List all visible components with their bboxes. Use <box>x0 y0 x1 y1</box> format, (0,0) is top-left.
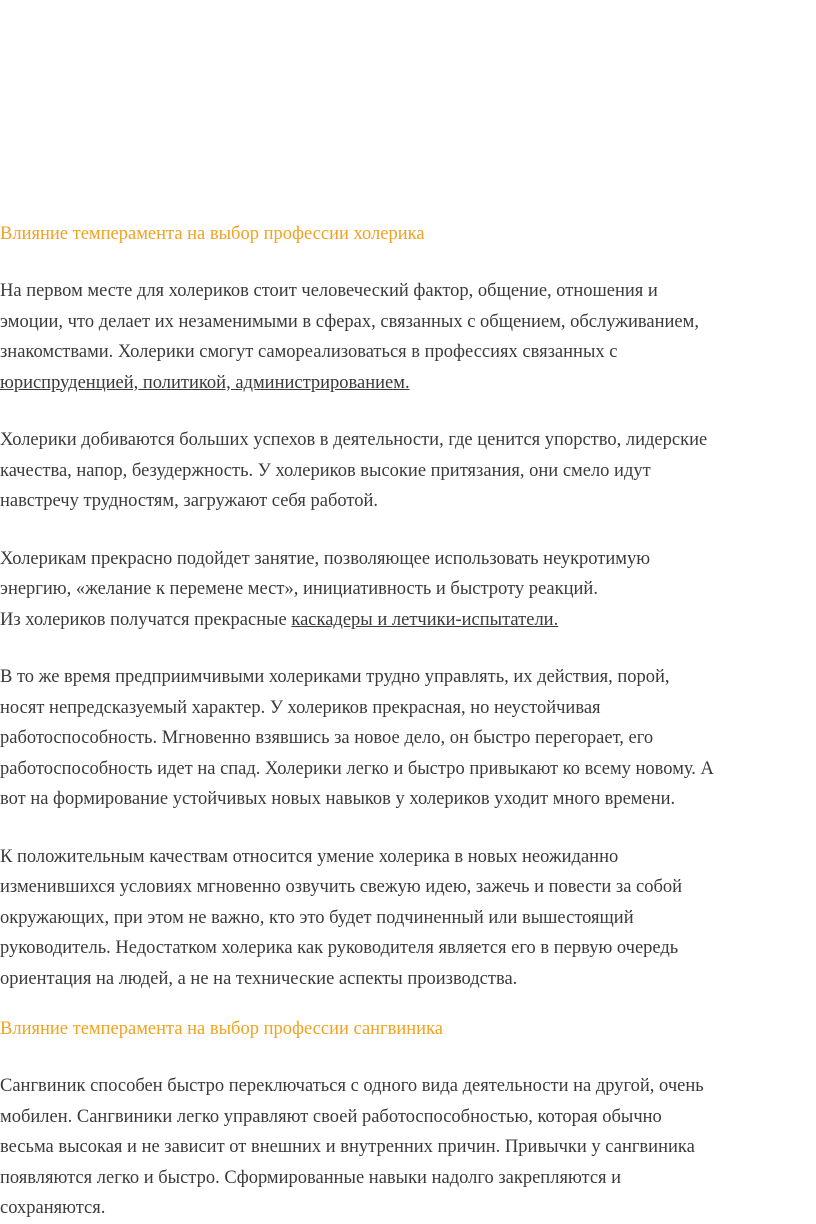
text-line: работоспособность. Мгновенно взявшись за новое дело, он быстро перегорает, его <box>0 728 654 748</box>
text-line: знакомствами. Холерики смогут самореализоваться в профессиях связанных с <box>0 342 618 362</box>
text-line: На первом месте для холериков стоит человеческий фактор, общение, отношения и <box>0 281 658 301</box>
text-line: Холерики добиваются больших успехов в деятельности, где ценится упорство, лидерские <box>0 430 708 450</box>
text-line: вот на формирование устойчивых новых навыков у холериков уходит много времени. <box>0 789 676 809</box>
section-heading-sanguine: Влияние темперамента на выбор профессии сангвиника <box>0 1019 443 1039</box>
text-line: окружающих, при этом не важно, кто это будет подчиненный или вышестоящий <box>0 907 634 928</box>
text-line: К положительным качествам относится умение холерика в новых неожиданно <box>0 846 619 867</box>
text-line: носят непредсказуемый характер. У холериков прекрасная, но неустойчивая <box>0 697 601 718</box>
text-line: навстречу трудностям, загружают себя работой. <box>0 491 379 511</box>
text-line: работоспособность идет на спад. Холерики легко и быстро привыкают ко всему новому. А <box>0 758 714 779</box>
paragraph-4 <box>0 662 812 815</box>
text-line: весьма высокая и не зависит от внешних и внутренних причин. Привычки у сангвиника <box>0 1137 695 1157</box>
paragraph-1 <box>0 276 812 398</box>
paragraph-3 <box>0 544 812 636</box>
text-line: Холерикам прекрасно подойдет занятие, позволяющее использовать неукротимую <box>0 548 651 569</box>
section-heading-choleric: Влияние темперамента на выбор профессии холерика <box>0 224 425 244</box>
document-page <box>0 219 812 1224</box>
text-line: ориентация на людей, а не на технические аспекты производства. <box>0 968 518 989</box>
text-line: В то же время предприимчивыми холериками трудно управлять, их действия, порой, <box>0 667 670 687</box>
paragraph-2 <box>0 425 812 517</box>
paragraph-6 <box>0 1071 812 1224</box>
professions-link-stuntmen-pilots[interactable]: каскадеры и летчики-испытатели. <box>291 609 559 630</box>
text-prefix: Из холериков получатся прекрасные <box>0 609 292 630</box>
paragraph-5 <box>0 842 812 995</box>
text-line: Сангвиник способен быстро переключаться с одного вида деятельности на другой, очень <box>0 1076 704 1096</box>
text-line: качества, напор, безудержность. У холериков высокие притязания, они смело идут <box>0 460 651 481</box>
text-line: мобилен. Сангвиники легко управляют своей работоспособностью, которая обычно <box>0 1106 662 1127</box>
text-line: эмоции, что делает их незаменимыми в сферах, связанных с общением, обслуживанием, <box>0 311 699 332</box>
text-line: появляются легко и быстро. Сформированные навыки надолго закрепляются и <box>0 1167 622 1188</box>
text-line: сохраняются. <box>0 1198 106 1218</box>
professions-link-law-politics[interactable]: юриспруденцией, политикой, администрированием. <box>0 372 410 393</box>
text-line: энергию, «желание к перемене мест», инициативность и быстроту реакций. <box>0 579 598 599</box>
text-line: руководитель. Недостатком холерика как руководителя является его в первую очередь <box>0 938 679 958</box>
text-line: изменившихся условиях мгновенно озвучить свежую идею, зажечь и повести за собой <box>0 877 683 897</box>
